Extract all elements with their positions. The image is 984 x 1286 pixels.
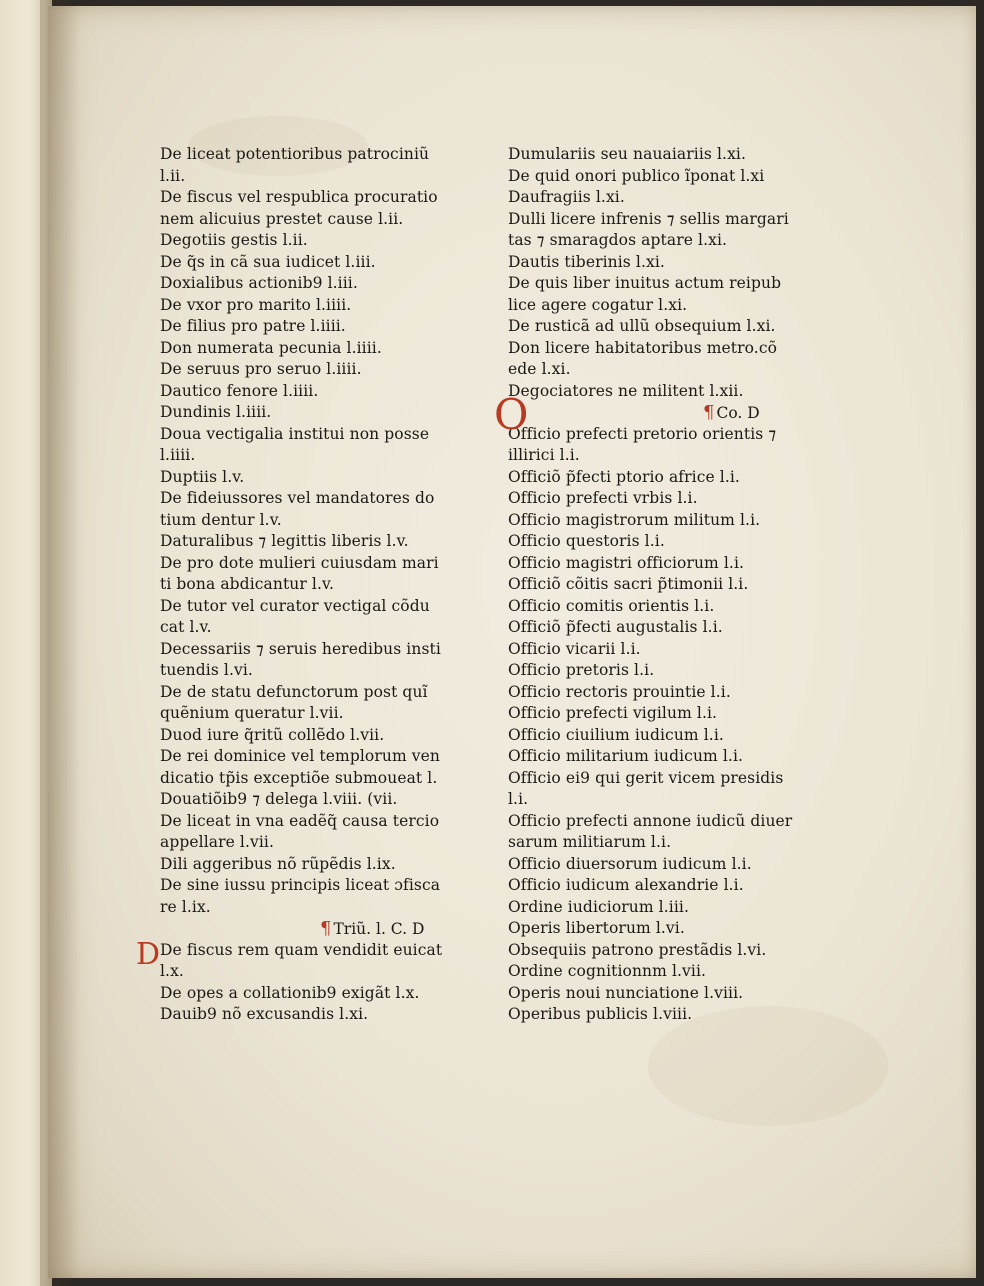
text-line: Officio diuersorum iudicum l.i.	[508, 854, 752, 873]
left-entries	[160, 144, 460, 918]
text-line: Doxialibus actionib9 l.iii.	[160, 274, 358, 292]
rubricated-initial-d: D	[136, 936, 161, 972]
text-line: Douatiõib9 ⁊ delega l.viii. (vii.	[160, 790, 398, 808]
left-text-column	[136, 144, 460, 1026]
text-line: ti bona abdicantur l.v.	[160, 575, 335, 593]
text-line: Degociatores ne militent l.xii.	[508, 381, 744, 400]
text-line: De rei dominice vel templorum ven	[160, 747, 440, 765]
text-line: Ordine cognitionnm l.vii.	[508, 962, 707, 980]
text-line: l.ii.	[160, 166, 186, 185]
text-line: Officio militarium iudicum l.i.	[508, 747, 744, 765]
binding-gutter	[40, 0, 80, 1286]
text-line: quẽnium queratur l.vii.	[160, 704, 344, 722]
text-line: Duptiis l.v.	[160, 467, 245, 486]
text-line: nem alicuius prestet cause l.ii.	[160, 209, 404, 228]
text-line: Daufragiis l.xi.	[508, 188, 625, 206]
text-line: Operibus publicis l.viii.	[508, 1005, 693, 1023]
text-line: Dili aggeribus nõ rũpẽdis l.ix.	[160, 854, 396, 873]
text-line: Officio prefecti annone iudicũ diuer	[508, 811, 793, 830]
text-line: Operis libertorum l.vi.	[508, 919, 685, 937]
text-line: lice agere cogatur l.xi.	[508, 295, 688, 314]
text-line: Officiõ p̃fecti augustalis l.i.	[508, 618, 723, 636]
left-rubric-heading: ¶ Triũ. l. C. D	[320, 918, 425, 939]
text-line: Dundinis l.iiii.	[160, 403, 272, 421]
text-line: De vxor pro marito l.iiii.	[160, 295, 352, 314]
left-entries-after-heading	[136, 936, 460, 1026]
text-line: cat l.v.	[160, 618, 212, 636]
text-line: Officio prefecti vigilum l.i.	[508, 704, 718, 722]
text-line: Obsequiis patrono prestãdis l.vi.	[508, 940, 767, 959]
text-line: illirici l.i.	[508, 446, 580, 464]
text-line: De seruus pro seruo l.iiii.	[160, 360, 362, 378]
text-line: De liceat in vna eadẽq̃ causa tercio	[160, 811, 440, 830]
text-line: Degotiis gestis l.ii.	[160, 231, 308, 249]
text-line: Officio rectoris prouintie l.i.	[508, 682, 731, 701]
text-line: Officio ciuilium iudicum l.i.	[508, 725, 724, 744]
text-line: Officio questoris l.i.	[508, 532, 665, 550]
text-line: l.i.	[508, 790, 529, 808]
text-line: Officiõ cõitis sacri p̃timonii l.i.	[508, 575, 749, 593]
text-line: Officio comitis orientis l.i.	[508, 596, 715, 615]
text-line: Officiõ p̃fecti ptorio africe l.i.	[508, 467, 740, 486]
rubricated-initial-o: O	[494, 389, 529, 439]
text-line: Officio magistrorum militum l.i.	[508, 510, 761, 529]
pilcrow-icon: ¶	[703, 402, 715, 423]
text-line: De quid onori publico ĩponat l.xi	[508, 166, 765, 185]
text-line: ede l.xi.	[508, 360, 571, 378]
text-line: De quis liber inuitus actum reipub	[508, 274, 782, 292]
text-line: De liceat potentioribus patrociniũ	[160, 145, 430, 163]
text-line: De filius pro patre l.iiii.	[160, 317, 346, 335]
text-line: Dauib9 nõ excusandis l.xi.	[160, 1005, 369, 1023]
text-line: l.x.	[160, 962, 184, 980]
text-line: Daturalibus ⁊ legittis liberis l.v.	[160, 532, 409, 550]
text-line: l.iiii.	[160, 446, 196, 464]
text-line: dicatio tp̃is exceptiõe submoueat l.	[160, 768, 438, 787]
text-line: De fiscus rem quam vendidit euicat	[160, 940, 443, 959]
text-line: De rusticã ad ullũ obsequium l.xi.	[508, 317, 776, 335]
text-line: De opes a collationib9 exigãt l.x.	[160, 983, 420, 1002]
text-line: De fiscus vel respublica procuratio	[160, 188, 438, 206]
text-line: tuendis l.vi.	[160, 661, 253, 679]
pilcrow-icon: ¶	[320, 918, 332, 939]
text-line: tium dentur l.v.	[160, 510, 282, 529]
text-line: tas ⁊ smaragdos aptare l.xi.	[508, 231, 728, 249]
text-line: Doua vectigalia institui non posse	[160, 424, 430, 443]
text-line: Officio prefecti pretorio orientis ⁊	[508, 424, 777, 443]
right-rubric-heading: ¶ Co. D	[703, 402, 760, 423]
text-line: Operis noui nunciatione l.viii.	[508, 983, 744, 1002]
text-line: Officio prefecti vrbis l.i.	[508, 489, 698, 507]
text-line: De tutor vel curator vectigal cõdu	[160, 596, 430, 615]
text-line: Duod iure q̃ritũ collẽdo l.vii.	[160, 725, 385, 744]
text-line: Officio ei9 qui gerit vicem presidis	[508, 768, 784, 787]
text-line: De pro dote mulieri cuiusdam mari	[160, 553, 439, 572]
text-line: Dumulariis seu nauaiariis l.xi.	[508, 145, 746, 163]
text-line: De sine iussu principis liceat ɔfisca	[160, 876, 441, 894]
text-line: Ordine iudiciorum l.iii.	[508, 897, 689, 916]
text-line: Don numerata pecunia l.iiii.	[160, 338, 382, 357]
text-line: Dautico fenore l.iiii.	[160, 381, 319, 400]
text-line: De de statu defunctorum post quĩ	[160, 682, 428, 701]
text-line: Don licere habitatoribus metro.cõ	[508, 338, 778, 357]
text-line: sarum militiarum l.i.	[508, 833, 672, 851]
text-line: re l.ix.	[160, 897, 211, 916]
text-line: Officio iudicum alexandrie l.i.	[508, 876, 744, 894]
text-line: Dulli licere infrenis ⁊ sellis margari	[508, 209, 789, 228]
text-line: appellare l.vii.	[160, 833, 275, 851]
text-line: De fideiussores vel mandatores do	[160, 489, 435, 507]
text-line: De q̃s in cã sua iudicet l.iii.	[160, 252, 376, 271]
text-line: Decessariis ⁊ seruis heredibus insti	[160, 639, 441, 658]
text-line: Officio vicarii l.i.	[508, 639, 641, 658]
text-line: Officio pretoris l.i.	[508, 661, 655, 679]
right-text-column	[494, 144, 818, 1026]
text-line: Dautis tiberinis l.xi.	[508, 252, 665, 271]
right-entries	[508, 144, 818, 402]
text-line: Officio magistri officiorum l.i.	[508, 553, 745, 572]
